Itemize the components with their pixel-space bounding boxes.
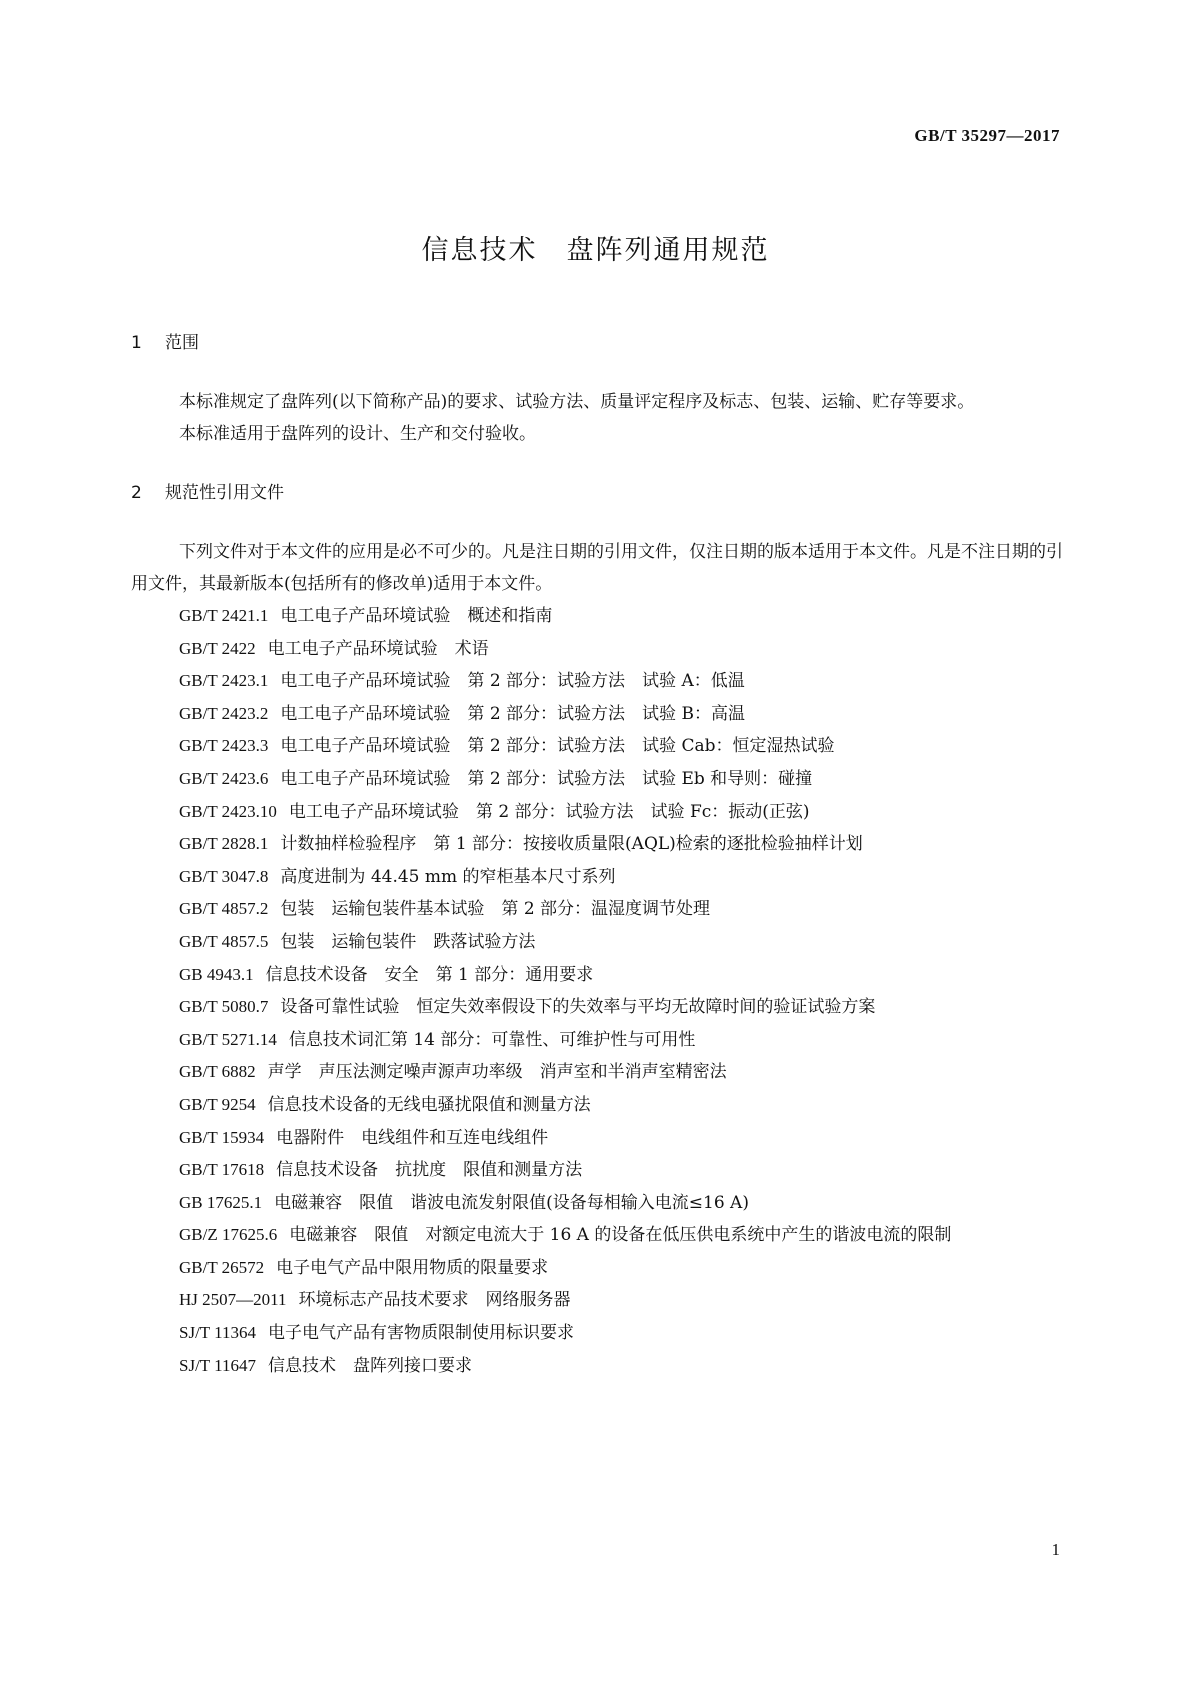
reference-title: 电工电子产品环境试验 第 2 部分：试验方法 试验 Fc：振动(正弦) [288, 801, 810, 822]
reference-code: GB/T 6882 [179, 1062, 256, 1082]
reference-item [131, 1089, 1063, 1122]
reference-item [131, 1284, 1063, 1317]
reference-code: GB/T 2423.1 [179, 671, 269, 691]
reference-title: 电器附件 电线组件和互连电线组件 [276, 1127, 549, 1148]
reference-item [131, 1252, 1063, 1285]
reference-title: 电磁兼容 限值 对额定电流大于 16 A 的设备在低压供电系统中产生的谐波电流的限制 [289, 1225, 952, 1246]
reference-item [131, 1024, 1063, 1057]
reference-title: 电子电气产品中限用物质的限量要求 [276, 1257, 549, 1278]
reference-item [131, 1056, 1063, 1089]
reference-code: GB/T 2423.2 [179, 703, 269, 723]
reference-title: 信息技术设备的无线电骚扰限值和测量方法 [267, 1094, 591, 1115]
reference-title: 电磁兼容 限值 谐波电流发射限值(设备每相输入电流≤16 A) [274, 1192, 749, 1213]
reference-title: 电工电子产品环境试验 概述和指南 [280, 606, 553, 626]
reference-title: 电工电子产品环境试验 第 2 部分：试验方法 试验 A：低温 [280, 671, 745, 692]
reference-code: GB/Z 17625.6 [179, 1225, 278, 1245]
reference-code: GB/T 17618 [179, 1160, 265, 1180]
reference-title: 电工电子产品环境试验 第 2 部分：试验方法 试验 B：高温 [280, 703, 745, 724]
reference-code: GB/T 2423.3 [179, 736, 269, 756]
section-2-heading [131, 480, 1063, 506]
reference-code: GB 4943.1 [179, 964, 254, 984]
reference-item [131, 1187, 1063, 1220]
reference-item [131, 665, 1063, 698]
reference-item [131, 828, 1063, 861]
reference-item [131, 959, 1063, 992]
reference-item [131, 991, 1063, 1024]
reference-item [131, 796, 1063, 829]
reference-item [131, 1219, 1063, 1252]
reference-title: 包装 运输包装件 跌落试验方法 [280, 931, 536, 952]
reference-item [131, 1122, 1063, 1155]
section-1-paragraph: 本标准规定了盘阵列(以下简称产品)的要求、试验方法、质量评定程序及标志、包装、运输、贮存等要求。 [179, 392, 975, 412]
reference-item [131, 893, 1063, 926]
section-2-number: 2 [131, 483, 142, 503]
reference-title: 包装 运输包装件基本试验 第 2 部分：温湿度调节处理 [280, 899, 711, 920]
reference-title: 电工电子产品环境试验 第 2 部分：试验方法 试验 Eb 和导则：碰撞 [280, 768, 813, 789]
reference-code: GB/T 9254 [179, 1094, 256, 1114]
document-body [131, 330, 1063, 1382]
reference-title: 声学 声压法测定噪声源声功率级 消声室和半消声室精密法 [267, 1062, 727, 1083]
reference-code: GB/T 2421.1 [179, 606, 269, 625]
reference-item [131, 763, 1063, 796]
reference-code: GB/T 4857.5 [179, 931, 269, 951]
reference-code: GB/T 2423.6 [179, 768, 269, 788]
section-1-title: 范围 [165, 333, 199, 353]
section-2-intro: 下列文件对于本文件的应用是必不可少的。凡是注日期的引用文件，仅注日期的版本适用于本文件。凡是不注日期的引用文件，其最新版本(包括所有的修改单)适用于本文件。 [131, 542, 1063, 594]
reference-code: GB/T 2422 [179, 638, 256, 658]
section-1-number: 1 [131, 333, 142, 353]
reference-title: 高度进制为 44.45 mm 的窄柜基本尺寸系列 [280, 866, 616, 887]
reference-code: GB/T 15934 [179, 1127, 265, 1147]
reference-code: GB/T 2423.10 [179, 801, 277, 821]
reference-item [131, 698, 1063, 731]
document-title: 信息技术 盘阵列通用规范 [421, 235, 770, 266]
reference-code: HJ 2507—2011 [179, 1290, 287, 1310]
reference-title: 信息技术设备 抗扰度 限值和测量方法 [276, 1160, 583, 1181]
reference-code: GB/T 26572 [179, 1257, 265, 1277]
section-1-paragraph: 本标准适用于盘阵列的设计、生产和交付验收。 [179, 424, 536, 444]
reference-title: 计数抽样检验程序 第 1 部分：按接收质量限(AQL)检索的逐批检验抽样计划 [280, 834, 863, 855]
reference-title: 环境标志产品技术要求 网络服务器 [298, 1290, 571, 1311]
reference-item [131, 1317, 1063, 1350]
reference-code: GB/T 3047.8 [179, 866, 269, 886]
standard-number: GB/T 35297—2017 [914, 126, 1060, 145]
reference-code: GB 17625.1 [179, 1192, 263, 1212]
reference-title: 信息技术 盘阵列接口要求 [268, 1355, 472, 1376]
reference-item [131, 730, 1063, 763]
reference-item [131, 1350, 1063, 1383]
reference-title: 电工电子产品环境试验 第 2 部分：试验方法 试验 Cab：恒定湿热试验 [280, 736, 835, 757]
reference-title: 电工电子产品环境试验 术语 [267, 638, 489, 659]
reference-item [131, 600, 1063, 633]
reference-title: 电子电气产品有害物质限制使用标识要求 [268, 1323, 574, 1344]
reference-code: SJ/T 11364 [179, 1323, 256, 1343]
reference-code: GB/T 5271.14 [179, 1029, 277, 1049]
reference-item [131, 926, 1063, 959]
section-2-title: 规范性引用文件 [165, 483, 284, 503]
reference-item [131, 633, 1063, 666]
section-1-heading [131, 330, 1063, 356]
reference-code: GB/T 4857.2 [179, 899, 269, 919]
reference-title: 信息技术设备 安全 第 1 部分：通用要求 [265, 964, 594, 985]
reference-code: GB/T 5080.7 [179, 997, 269, 1017]
reference-title: 信息技术词汇第 14 部分：可靠性、可维护性与可用性 [288, 1029, 696, 1050]
reference-item [131, 861, 1063, 894]
reference-code: SJ/T 11647 [179, 1355, 256, 1375]
reference-title: 设备可靠性试验 恒定失效率假设下的失效率与平均无故障时间的验证试验方案 [280, 997, 876, 1018]
reference-item [131, 1154, 1063, 1187]
page-number: 1 [1051, 1540, 1060, 1559]
reference-code: GB/T 2828.1 [179, 834, 269, 854]
